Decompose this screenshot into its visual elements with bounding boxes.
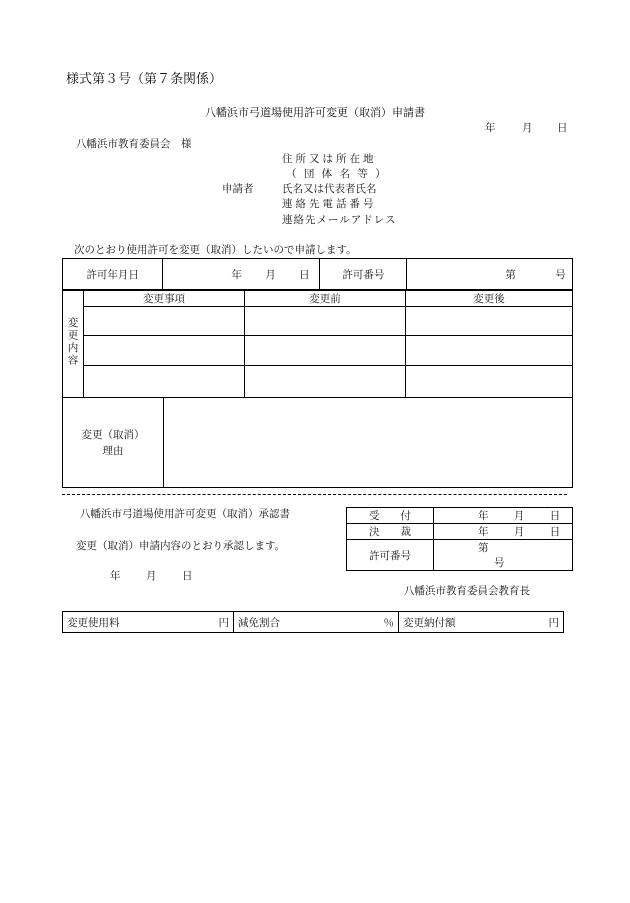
receipt-row [347,540,573,571]
change-after-cell[interactable] [406,307,573,336]
reason-label-line1: 変更（取消） [81,428,145,441]
change-header-before: 変更前 [245,290,406,307]
change-row [63,366,573,398]
payment-unit: 円 [548,616,559,629]
approval-date-month: 月 [146,570,157,582]
change-item-cell[interactable] [84,307,245,336]
fee-cell[interactable] [63,612,234,633]
receipt-value[interactable]: 年 月 日 [434,508,573,524]
intro-text: 次のとおり使用許可を変更（取消）したいので申請します。 [74,244,357,256]
approval-date-day: 日 [182,570,193,582]
permit-date-label: 許可年月日 [63,259,163,291]
permit-number-prefix: 第 [505,269,516,281]
receipt-row [347,508,573,524]
application-table [62,258,573,291]
permit-number-suffix: 号 [555,269,566,281]
addressee: 八幡浜市教育委員会 様 [76,138,192,150]
approval-title: 八幡浜市弓道場使用許可変更（取消）承認書 [80,508,290,520]
applicant-group-label: （ 団 体 名 等 ） [286,168,388,180]
change-before-cell[interactable] [245,307,406,336]
change-header-after: 変更後 [406,290,573,307]
change-item-cell[interactable] [84,366,245,398]
fee-unit: 円 [218,616,229,629]
document-title: 八幡浜市弓道場使用許可変更（取消）申請書 [205,106,425,119]
top-date-day: 日 [557,122,568,134]
applicant-name-label: 氏名又は代表者氏名 [282,183,377,195]
fee-table [62,611,564,633]
receipt-label: 受 付 [347,508,434,524]
reason-input-cell[interactable] [164,398,573,488]
change-row [63,336,573,366]
permit-row [63,259,573,291]
reason-table [62,397,573,488]
reduction-unit: ％ [383,616,394,629]
change-content-table [62,289,573,398]
change-header-item: 変更事項 [84,290,245,307]
applicant-label: 申請者 [222,183,254,195]
permit-date-value[interactable] [163,259,320,291]
approval-date-year: 年 [110,570,121,582]
applicant-phone-label: 連絡先電話番号 [282,198,377,210]
applicant-email-label: 連絡先メールアドレス [282,214,397,226]
receipt-value[interactable]: 第 号 [434,540,573,571]
receipt-label: 許可番号 [347,540,434,571]
change-item-cell[interactable] [84,336,245,366]
change-before-cell[interactable] [245,336,406,366]
reduction-label: 減免割合 [238,616,280,629]
permit-number-label: 許可番号 [320,259,407,291]
change-row [63,307,573,336]
change-after-cell[interactable] [406,366,573,398]
receipt-value[interactable]: 年 月 日 [434,524,573,540]
permit-date-year: 年 [231,269,242,281]
cut-line-divider [62,494,567,495]
permit-date-day: 日 [299,269,310,281]
payment-cell[interactable] [399,612,564,633]
top-date-year: 年 [485,122,496,134]
approval-text: 変更（取消）申請内容のとおり承認します。 [76,540,286,552]
reason-label [63,398,164,488]
form-number-label: 様式第３号（第７条関係） [66,72,223,87]
approval-signer: 八幡浜市教育委員会教育長 [404,585,530,597]
payment-label: 変更納付額 [403,616,456,629]
reason-label-line2: 理由 [102,444,124,457]
fee-label: 変更使用料 [67,616,120,629]
receipt-label: 決 裁 [347,524,434,540]
change-side-label: 変更内容 [63,290,84,398]
applicant-address-label: 住所又は所在地 [282,153,377,165]
top-date-month: 月 [522,122,533,134]
receipt-row [347,524,573,540]
permit-number-value[interactable] [407,259,573,291]
change-header-row [63,290,573,307]
reason-row [63,398,573,488]
change-after-cell[interactable] [406,336,573,366]
change-before-cell[interactable] [245,366,406,398]
receipt-table [346,507,573,571]
permit-date-month: 月 [265,269,276,281]
reduction-cell[interactable] [234,612,399,633]
fee-row [63,612,564,633]
